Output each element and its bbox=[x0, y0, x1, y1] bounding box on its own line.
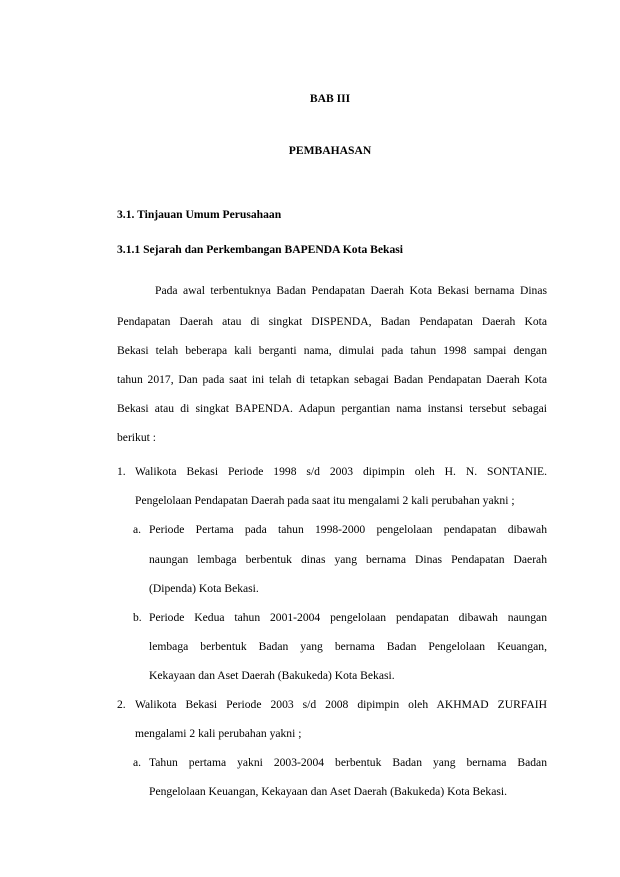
list-item-line: Pengelolaan Pendapatan Daerah pada saat itu mengalami 2 kali perubahan yakni ; bbox=[135, 494, 515, 507]
list-marker: 1. bbox=[117, 465, 126, 478]
list-marker: 2. bbox=[117, 698, 126, 711]
paragraph-line: Bekasi telah beberapa kali berganti nama, dimulai pada tahun 1998 sampai dengan bbox=[117, 344, 547, 357]
sublist-marker: a. bbox=[133, 523, 142, 536]
sublist-item-line: Pengelolaan Keuangan, Kekayaan dan Aset Daerah (Bakukeda) Kota Bekasi. bbox=[149, 785, 507, 798]
sublist-marker: a. bbox=[133, 756, 142, 769]
list-item-line: Walikota Bekasi Periode 2003 s/d 2008 dipimpin oleh AKHMAD ZURFAIH bbox=[135, 698, 547, 711]
paragraph-line: berikut : bbox=[117, 431, 156, 444]
sublist-item-line: naungan lembaga berbentuk dinas yang bernama Dinas Pendapatan Daerah bbox=[149, 553, 547, 566]
paragraph-line: Pendapatan Daerah atau di singkat DISPENDA, Badan Pendapatan Daerah Kota bbox=[117, 315, 547, 328]
paragraph-line: Pada awal terbentuknya Badan Pendapatan Daerah Kota Bekasi bernama Dinas bbox=[155, 284, 547, 297]
sublist-item-line: (Dipenda) Kota Bekasi. bbox=[149, 582, 259, 595]
subsection-heading: 3.1.1 Sejarah dan Perkembangan BAPENDA Kota Bekasi bbox=[117, 243, 403, 256]
paragraph-line: Bekasi atau di singkat BAPENDA. Adapun pergantian nama instansi tersebut sebagai bbox=[117, 402, 547, 415]
chapter-number: BAB III bbox=[309, 92, 351, 105]
list-item-line: Walikota Bekasi Periode 1998 s/d 2003 dipimpin oleh H. N. SONTANIE. bbox=[135, 465, 547, 478]
sublist-item-line: Periode Kedua tahun 2001-2004 pengelolaan pendapatan dibawah naungan bbox=[149, 611, 547, 624]
sublist-marker: b. bbox=[133, 611, 142, 624]
list-item-line: mengalami 2 kali perubahan yakni ; bbox=[135, 727, 302, 740]
sublist-item-line: lembaga berbentuk Badan yang bernama Badan Pengelolaan Keuangan, bbox=[149, 640, 547, 653]
sublist-item-line: Periode Pertama pada tahun 1998-2000 pengelolaan pendapatan dibawah bbox=[149, 523, 547, 536]
chapter-title: PEMBAHASAN bbox=[288, 144, 372, 157]
section-heading: 3.1. Tinjauan Umum Perusahaan bbox=[117, 208, 282, 221]
sublist-item-line: Tahun pertama yakni 2003-2004 berbentuk Badan yang bernama Badan bbox=[149, 756, 547, 769]
paragraph-line: tahun 2017, Dan pada saat ini telah di tetapkan sebagai Badan Pendapatan Daerah Kota bbox=[117, 373, 547, 386]
sublist-item-line: Kekayaan dan Aset Daerah (Bakukeda) Kota Bekasi. bbox=[149, 669, 395, 682]
